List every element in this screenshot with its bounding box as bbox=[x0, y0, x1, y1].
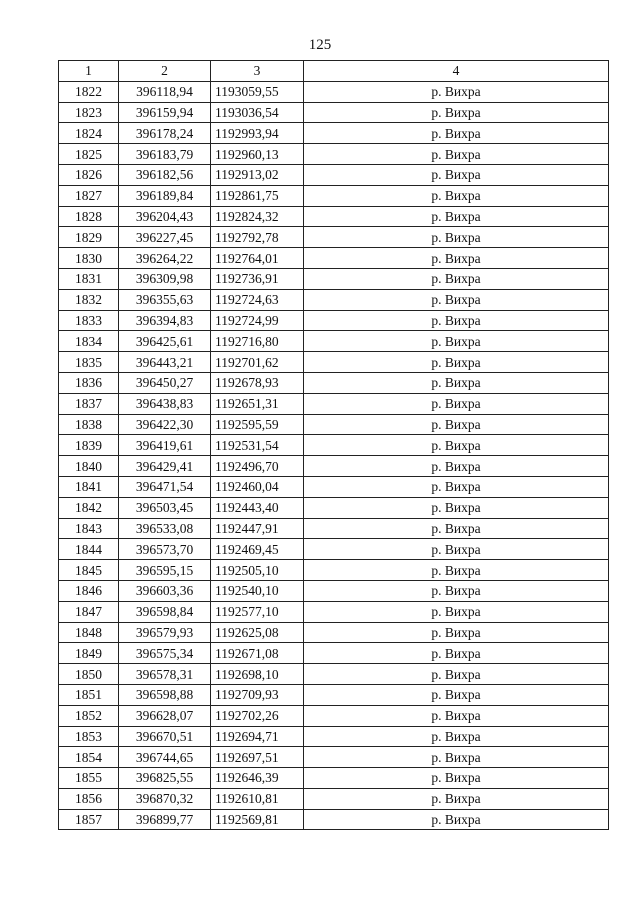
point-number-cell: 1848 bbox=[59, 622, 119, 643]
y-coordinate-cell: 1192824,32 bbox=[211, 206, 304, 227]
table-row bbox=[59, 622, 609, 643]
description-cell: р. Вихра bbox=[304, 164, 609, 185]
y-coordinate-cell: 1192697,51 bbox=[211, 747, 304, 768]
table-row bbox=[59, 227, 609, 248]
point-number-cell: 1830 bbox=[59, 248, 119, 269]
y-coordinate-cell: 1193059,55 bbox=[211, 81, 304, 102]
table-row bbox=[59, 81, 609, 102]
y-coordinate-cell: 1192595,59 bbox=[211, 414, 304, 435]
x-coordinate-cell: 396575,34 bbox=[119, 643, 211, 664]
x-coordinate-cell: 396159,94 bbox=[119, 102, 211, 123]
point-number-cell: 1827 bbox=[59, 185, 119, 206]
y-coordinate-cell: 1193036,54 bbox=[211, 102, 304, 123]
description-cell: р. Вихра bbox=[304, 310, 609, 331]
table-row bbox=[59, 684, 609, 705]
header-col-2: 2 bbox=[119, 61, 211, 82]
y-coordinate-cell: 1192913,02 bbox=[211, 164, 304, 185]
x-coordinate-cell: 396579,93 bbox=[119, 622, 211, 643]
description-cell: р. Вихра bbox=[304, 372, 609, 393]
table-row bbox=[59, 768, 609, 789]
y-coordinate-cell: 1192505,10 bbox=[211, 560, 304, 581]
description-cell: р. Вихра bbox=[304, 684, 609, 705]
point-number-cell: 1825 bbox=[59, 144, 119, 165]
y-coordinate-cell: 1192698,10 bbox=[211, 664, 304, 685]
description-cell: р. Вихра bbox=[304, 206, 609, 227]
table-row bbox=[59, 164, 609, 185]
x-coordinate-cell: 396438,83 bbox=[119, 393, 211, 414]
description-cell: р. Вихра bbox=[304, 560, 609, 581]
y-coordinate-cell: 1192792,78 bbox=[211, 227, 304, 248]
y-coordinate-cell: 1192694,71 bbox=[211, 726, 304, 747]
point-number-cell: 1849 bbox=[59, 643, 119, 664]
point-number-cell: 1842 bbox=[59, 497, 119, 518]
point-number-cell: 1824 bbox=[59, 123, 119, 144]
table-row bbox=[59, 497, 609, 518]
x-coordinate-cell: 396825,55 bbox=[119, 768, 211, 789]
table-row bbox=[59, 518, 609, 539]
table-row bbox=[59, 310, 609, 331]
x-coordinate-cell: 396450,27 bbox=[119, 372, 211, 393]
y-coordinate-cell: 1192496,70 bbox=[211, 456, 304, 477]
table-row bbox=[59, 809, 609, 830]
table-row bbox=[59, 705, 609, 726]
y-coordinate-cell: 1192701,62 bbox=[211, 352, 304, 373]
y-coordinate-cell: 1192577,10 bbox=[211, 601, 304, 622]
point-number-cell: 1834 bbox=[59, 331, 119, 352]
x-coordinate-cell: 396443,21 bbox=[119, 352, 211, 373]
point-number-cell: 1847 bbox=[59, 601, 119, 622]
point-number-cell: 1822 bbox=[59, 81, 119, 102]
point-number-cell: 1837 bbox=[59, 393, 119, 414]
description-cell: р. Вихра bbox=[304, 248, 609, 269]
y-coordinate-cell: 1192764,01 bbox=[211, 248, 304, 269]
description-cell: р. Вихра bbox=[304, 123, 609, 144]
description-cell: р. Вихра bbox=[304, 331, 609, 352]
point-number-cell: 1826 bbox=[59, 164, 119, 185]
y-coordinate-cell: 1192531,54 bbox=[211, 435, 304, 456]
y-coordinate-cell: 1192960,13 bbox=[211, 144, 304, 165]
point-number-cell: 1850 bbox=[59, 664, 119, 685]
description-cell: р. Вихра bbox=[304, 726, 609, 747]
description-cell: р. Вихра bbox=[304, 622, 609, 643]
point-number-cell: 1823 bbox=[59, 102, 119, 123]
y-coordinate-cell: 1192861,75 bbox=[211, 185, 304, 206]
x-coordinate-cell: 396870,32 bbox=[119, 788, 211, 809]
table-row bbox=[59, 747, 609, 768]
point-number-cell: 1843 bbox=[59, 518, 119, 539]
table-row bbox=[59, 414, 609, 435]
point-number-cell: 1853 bbox=[59, 726, 119, 747]
point-number-cell: 1857 bbox=[59, 809, 119, 830]
point-number-cell: 1851 bbox=[59, 684, 119, 705]
coordinates-table bbox=[58, 60, 609, 830]
x-coordinate-cell: 396598,84 bbox=[119, 601, 211, 622]
description-cell: р. Вихра bbox=[304, 518, 609, 539]
x-coordinate-cell: 396573,70 bbox=[119, 539, 211, 560]
point-number-cell: 1839 bbox=[59, 435, 119, 456]
point-number-cell: 1840 bbox=[59, 456, 119, 477]
description-cell: р. Вихра bbox=[304, 81, 609, 102]
point-number-cell: 1856 bbox=[59, 788, 119, 809]
x-coordinate-cell: 396603,36 bbox=[119, 580, 211, 601]
table-row bbox=[59, 268, 609, 289]
y-coordinate-cell: 1192540,10 bbox=[211, 580, 304, 601]
point-number-cell: 1829 bbox=[59, 227, 119, 248]
y-coordinate-cell: 1192469,45 bbox=[211, 539, 304, 560]
x-coordinate-cell: 396471,54 bbox=[119, 476, 211, 497]
y-coordinate-cell: 1192443,40 bbox=[211, 497, 304, 518]
table-row bbox=[59, 580, 609, 601]
x-coordinate-cell: 396182,56 bbox=[119, 164, 211, 185]
table-row bbox=[59, 248, 609, 269]
description-cell: р. Вихра bbox=[304, 768, 609, 789]
x-coordinate-cell: 396899,77 bbox=[119, 809, 211, 830]
point-number-cell: 1838 bbox=[59, 414, 119, 435]
table-row bbox=[59, 435, 609, 456]
y-coordinate-cell: 1192724,99 bbox=[211, 310, 304, 331]
description-cell: р. Вихра bbox=[304, 476, 609, 497]
x-coordinate-cell: 396178,24 bbox=[119, 123, 211, 144]
description-cell: р. Вихра bbox=[304, 497, 609, 518]
header-col-3: 3 bbox=[211, 61, 304, 82]
description-cell: р. Вихра bbox=[304, 456, 609, 477]
y-coordinate-cell: 1192993,94 bbox=[211, 123, 304, 144]
table-row bbox=[59, 206, 609, 227]
x-coordinate-cell: 396744,65 bbox=[119, 747, 211, 768]
table-row bbox=[59, 664, 609, 685]
point-number-cell: 1836 bbox=[59, 372, 119, 393]
y-coordinate-cell: 1192671,08 bbox=[211, 643, 304, 664]
point-number-cell: 1828 bbox=[59, 206, 119, 227]
description-cell: р. Вихра bbox=[304, 102, 609, 123]
x-coordinate-cell: 396503,45 bbox=[119, 497, 211, 518]
y-coordinate-cell: 1192646,39 bbox=[211, 768, 304, 789]
point-number-cell: 1852 bbox=[59, 705, 119, 726]
description-cell: р. Вихра bbox=[304, 352, 609, 373]
y-coordinate-cell: 1192724,63 bbox=[211, 289, 304, 310]
x-coordinate-cell: 396227,45 bbox=[119, 227, 211, 248]
description-cell: р. Вихра bbox=[304, 435, 609, 456]
point-number-cell: 1855 bbox=[59, 768, 119, 789]
point-number-cell: 1841 bbox=[59, 476, 119, 497]
point-number-cell: 1845 bbox=[59, 560, 119, 581]
y-coordinate-cell: 1192678,93 bbox=[211, 372, 304, 393]
table-row bbox=[59, 456, 609, 477]
header-col-4: 4 bbox=[304, 61, 609, 82]
x-coordinate-cell: 396419,61 bbox=[119, 435, 211, 456]
table-row bbox=[59, 539, 609, 560]
x-coordinate-cell: 396309,98 bbox=[119, 268, 211, 289]
x-coordinate-cell: 396118,94 bbox=[119, 81, 211, 102]
x-coordinate-cell: 396628,07 bbox=[119, 705, 211, 726]
description-cell: р. Вихра bbox=[304, 227, 609, 248]
y-coordinate-cell: 1192569,81 bbox=[211, 809, 304, 830]
table-header-row bbox=[59, 61, 609, 82]
header-col-1: 1 bbox=[59, 61, 119, 82]
point-number-cell: 1854 bbox=[59, 747, 119, 768]
table-row bbox=[59, 102, 609, 123]
point-number-cell: 1835 bbox=[59, 352, 119, 373]
table-body bbox=[59, 81, 609, 830]
x-coordinate-cell: 396189,84 bbox=[119, 185, 211, 206]
point-number-cell: 1832 bbox=[59, 289, 119, 310]
x-coordinate-cell: 396204,43 bbox=[119, 206, 211, 227]
table-row bbox=[59, 560, 609, 581]
table-row bbox=[59, 185, 609, 206]
table-row bbox=[59, 476, 609, 497]
description-cell: р. Вихра bbox=[304, 268, 609, 289]
x-coordinate-cell: 396183,79 bbox=[119, 144, 211, 165]
point-number-cell: 1831 bbox=[59, 268, 119, 289]
y-coordinate-cell: 1192736,91 bbox=[211, 268, 304, 289]
x-coordinate-cell: 396670,51 bbox=[119, 726, 211, 747]
description-cell: р. Вихра bbox=[304, 788, 609, 809]
table-row bbox=[59, 726, 609, 747]
description-cell: р. Вихра bbox=[304, 185, 609, 206]
y-coordinate-cell: 1192460,04 bbox=[211, 476, 304, 497]
table-row bbox=[59, 788, 609, 809]
point-number-cell: 1846 bbox=[59, 580, 119, 601]
description-cell: р. Вихра bbox=[304, 539, 609, 560]
description-cell: р. Вихра bbox=[304, 809, 609, 830]
table-row bbox=[59, 144, 609, 165]
description-cell: р. Вихра bbox=[304, 580, 609, 601]
y-coordinate-cell: 1192651,31 bbox=[211, 393, 304, 414]
x-coordinate-cell: 396355,63 bbox=[119, 289, 211, 310]
x-coordinate-cell: 396425,61 bbox=[119, 331, 211, 352]
table-row bbox=[59, 331, 609, 352]
y-coordinate-cell: 1192716,80 bbox=[211, 331, 304, 352]
table-row bbox=[59, 289, 609, 310]
x-coordinate-cell: 396422,30 bbox=[119, 414, 211, 435]
description-cell: р. Вихра bbox=[304, 705, 609, 726]
x-coordinate-cell: 396394,83 bbox=[119, 310, 211, 331]
y-coordinate-cell: 1192447,91 bbox=[211, 518, 304, 539]
x-coordinate-cell: 396578,31 bbox=[119, 664, 211, 685]
description-cell: р. Вихра bbox=[304, 643, 609, 664]
x-coordinate-cell: 396264,22 bbox=[119, 248, 211, 269]
y-coordinate-cell: 1192610,81 bbox=[211, 788, 304, 809]
description-cell: р. Вихра bbox=[304, 414, 609, 435]
y-coordinate-cell: 1192625,08 bbox=[211, 622, 304, 643]
y-coordinate-cell: 1192709,93 bbox=[211, 684, 304, 705]
point-number-cell: 1833 bbox=[59, 310, 119, 331]
description-cell: р. Вихра bbox=[304, 664, 609, 685]
description-cell: р. Вихра bbox=[304, 393, 609, 414]
page-number: 125 bbox=[308, 37, 332, 53]
table-row bbox=[59, 352, 609, 373]
x-coordinate-cell: 396533,08 bbox=[119, 518, 211, 539]
table-row bbox=[59, 393, 609, 414]
table-row bbox=[59, 123, 609, 144]
table-row bbox=[59, 372, 609, 393]
x-coordinate-cell: 396598,88 bbox=[119, 684, 211, 705]
table-row bbox=[59, 643, 609, 664]
description-cell: р. Вихра bbox=[304, 289, 609, 310]
description-cell: р. Вихра bbox=[304, 747, 609, 768]
table-row bbox=[59, 601, 609, 622]
description-cell: р. Вихра bbox=[304, 601, 609, 622]
y-coordinate-cell: 1192702,26 bbox=[211, 705, 304, 726]
x-coordinate-cell: 396429,41 bbox=[119, 456, 211, 477]
x-coordinate-cell: 396595,15 bbox=[119, 560, 211, 581]
description-cell: р. Вихра bbox=[304, 144, 609, 165]
point-number-cell: 1844 bbox=[59, 539, 119, 560]
